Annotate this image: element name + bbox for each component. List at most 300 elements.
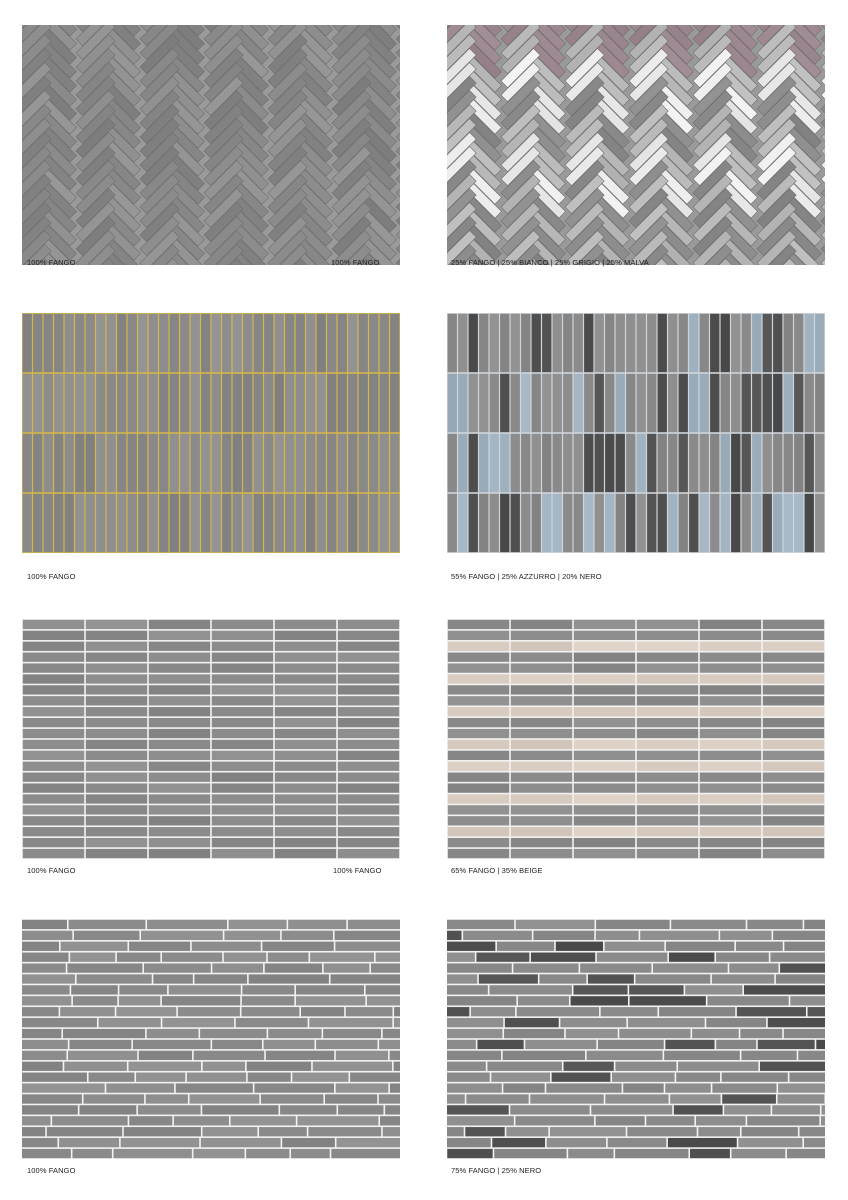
running-bond-tile bbox=[379, 1094, 400, 1103]
vertical-tile bbox=[563, 434, 572, 492]
vertical-tile bbox=[348, 374, 357, 432]
running-bond-tile bbox=[546, 1083, 621, 1092]
vertical-tile bbox=[584, 314, 593, 372]
vertical-tile bbox=[44, 494, 53, 552]
horizontal-tile bbox=[700, 718, 761, 727]
vertical-tile bbox=[180, 434, 189, 492]
tile-pattern-herringbone-fango bbox=[22, 25, 400, 265]
running-bond-tile bbox=[22, 1029, 61, 1038]
vertical-tile bbox=[752, 434, 761, 492]
running-bond-tile bbox=[296, 985, 364, 994]
vertical-tile bbox=[285, 314, 294, 372]
horizontal-tile bbox=[574, 816, 635, 825]
horizontal-tile bbox=[23, 653, 84, 662]
running-bond-tile bbox=[141, 931, 223, 940]
horizontal-tile bbox=[700, 653, 761, 662]
horizontal-tile bbox=[511, 751, 572, 760]
vertical-tile bbox=[647, 374, 656, 432]
vertical-tile bbox=[511, 434, 520, 492]
vertical-tile bbox=[469, 434, 478, 492]
running-bond-tile bbox=[22, 1073, 87, 1082]
running-bond-tile bbox=[394, 1062, 400, 1071]
vertical-tile bbox=[752, 374, 761, 432]
vertical-tile bbox=[159, 314, 168, 372]
horizontal-tile bbox=[574, 729, 635, 738]
vertical-tile bbox=[212, 374, 221, 432]
vertical-tile bbox=[679, 314, 688, 372]
running-bond-tile bbox=[489, 985, 571, 994]
horizontal-tile bbox=[23, 773, 84, 782]
horizontal-tile bbox=[212, 838, 273, 847]
running-bond-tile bbox=[479, 974, 538, 983]
vertical-tile bbox=[128, 374, 137, 432]
running-bond-tile bbox=[640, 931, 718, 940]
horizontal-tile bbox=[338, 838, 399, 847]
running-bond-tile bbox=[176, 1083, 253, 1092]
horizontal-tile bbox=[275, 663, 336, 672]
running-bond-tile bbox=[190, 1094, 260, 1103]
vertical-tile bbox=[75, 434, 84, 492]
horizontal-tile bbox=[448, 827, 509, 836]
running-bond-tile bbox=[52, 1116, 128, 1125]
running-bond-tile bbox=[310, 953, 374, 962]
horizontal-tile bbox=[763, 707, 824, 716]
horizontal-tile bbox=[700, 729, 761, 738]
horizontal-tile bbox=[763, 838, 824, 847]
horizontal-tile bbox=[511, 631, 572, 640]
vertical-tile bbox=[574, 434, 583, 492]
vertical-tile bbox=[23, 374, 32, 432]
vertical-tile bbox=[532, 434, 541, 492]
horizontal-tile bbox=[275, 783, 336, 792]
running-bond-tile bbox=[229, 920, 287, 929]
vertical-tile bbox=[96, 434, 105, 492]
vertical-tile bbox=[86, 434, 95, 492]
vertical-tile bbox=[306, 314, 315, 372]
running-bond-tile bbox=[800, 1127, 825, 1136]
running-bond-tile bbox=[187, 1073, 246, 1082]
running-bond-tile bbox=[671, 920, 745, 929]
vertical-tile bbox=[689, 494, 698, 552]
vertical-tile bbox=[647, 314, 656, 372]
horizontal-tile bbox=[574, 718, 635, 727]
horizontal-tile bbox=[86, 751, 147, 760]
horizontal-tile bbox=[511, 838, 572, 847]
running-bond-tile bbox=[133, 1040, 211, 1049]
running-bond-tile bbox=[162, 996, 240, 1005]
vertical-tile bbox=[458, 314, 467, 372]
horizontal-tile bbox=[511, 816, 572, 825]
vertical-tile bbox=[542, 494, 551, 552]
vertical-tile bbox=[170, 494, 179, 552]
vertical-tile bbox=[752, 314, 761, 372]
running-bond-tile bbox=[628, 1018, 705, 1027]
running-bond-tile bbox=[447, 1138, 491, 1147]
vertical-tile bbox=[658, 434, 667, 492]
horizontal-tile bbox=[275, 707, 336, 716]
running-bond-tile bbox=[313, 1062, 392, 1071]
running-bond-tile bbox=[531, 953, 595, 962]
running-bond-tile bbox=[203, 1062, 245, 1071]
running-bond-tile bbox=[246, 1149, 289, 1158]
vertical-tile bbox=[490, 314, 499, 372]
horizontal-tile bbox=[275, 773, 336, 782]
vertical-tile bbox=[458, 434, 467, 492]
horizontal-tile bbox=[338, 794, 399, 803]
horizontal-tile bbox=[700, 663, 761, 672]
horizontal-tile bbox=[574, 805, 635, 814]
vertical-tile bbox=[521, 434, 530, 492]
horizontal-tile bbox=[637, 827, 698, 836]
running-bond-tile bbox=[447, 1018, 503, 1027]
horizontal-tile bbox=[700, 751, 761, 760]
running-bond-tile bbox=[808, 1007, 825, 1016]
running-bond-tile bbox=[242, 1007, 300, 1016]
running-bond-tile bbox=[503, 1083, 544, 1092]
horizontal-tile bbox=[574, 849, 635, 858]
running-bond-tile bbox=[68, 1051, 137, 1060]
horizontal-tile bbox=[511, 805, 572, 814]
horizontal-tile bbox=[86, 653, 147, 662]
running-bond-tile bbox=[556, 942, 603, 951]
running-bond-tile bbox=[383, 1029, 400, 1038]
horizontal-tile bbox=[275, 620, 336, 629]
vertical-tile bbox=[605, 374, 614, 432]
horizontal-tile bbox=[511, 653, 572, 662]
running-bond-tile bbox=[724, 1105, 770, 1114]
running-bond-tile bbox=[605, 1094, 668, 1103]
vertical-tile bbox=[490, 434, 499, 492]
running-bond-tile bbox=[72, 1149, 111, 1158]
horizontal-tile bbox=[23, 740, 84, 749]
vertical-tile bbox=[773, 314, 782, 372]
horizontal-tile bbox=[275, 762, 336, 771]
vertical-tile bbox=[679, 494, 688, 552]
horizontal-tile bbox=[574, 674, 635, 683]
horizontal-tile bbox=[149, 740, 210, 749]
vertical-tile bbox=[317, 494, 326, 552]
horizontal-tile bbox=[275, 718, 336, 727]
running-bond-tile bbox=[119, 985, 167, 994]
horizontal-tile bbox=[212, 794, 273, 803]
running-bond-tile bbox=[447, 974, 477, 983]
vertical-tile bbox=[521, 374, 530, 432]
running-bond-tile bbox=[571, 996, 628, 1005]
vertical-tile bbox=[689, 374, 698, 432]
vertical-tile bbox=[380, 494, 389, 552]
horizontal-tile bbox=[511, 740, 572, 749]
running-bond-tile bbox=[770, 953, 825, 962]
running-bond-tile bbox=[547, 1138, 606, 1147]
running-bond-tile bbox=[336, 1083, 389, 1092]
vertical-tile bbox=[180, 494, 189, 552]
vertical-tile bbox=[616, 314, 625, 372]
running-bond-tile bbox=[678, 1062, 758, 1071]
vertical-tile bbox=[201, 314, 210, 372]
horizontal-tile bbox=[23, 631, 84, 640]
horizontal-tile bbox=[574, 642, 635, 651]
vertical-tile bbox=[296, 434, 305, 492]
horizontal-tile bbox=[637, 794, 698, 803]
horizontal-tile bbox=[86, 707, 147, 716]
horizontal-tile bbox=[637, 849, 698, 858]
vertical-tile bbox=[138, 434, 147, 492]
horizontal-tile bbox=[700, 762, 761, 771]
horizontal-tile bbox=[338, 762, 399, 771]
running-bond-tile bbox=[193, 1149, 244, 1158]
running-bond-tile bbox=[784, 1029, 825, 1038]
vertical-tile bbox=[23, 494, 32, 552]
vertical-tile bbox=[65, 434, 74, 492]
running-bond-tile bbox=[106, 1083, 174, 1092]
running-bond-tile bbox=[630, 996, 706, 1005]
running-bond-tile bbox=[69, 1040, 131, 1049]
tile-panel-3 bbox=[22, 313, 400, 553]
horizontal-tile bbox=[149, 729, 210, 738]
horizontal-tile bbox=[23, 620, 84, 629]
vertical-tile bbox=[815, 314, 824, 372]
running-bond-tile bbox=[169, 985, 241, 994]
horizontal-tile bbox=[637, 685, 698, 694]
horizontal-tile bbox=[212, 642, 273, 651]
running-bond-tile bbox=[254, 1083, 334, 1092]
running-bond-tile bbox=[758, 1040, 815, 1049]
running-bond-tile bbox=[162, 953, 222, 962]
running-bond-tile bbox=[146, 1094, 188, 1103]
vertical-tile bbox=[275, 434, 284, 492]
vertical-tile bbox=[128, 314, 137, 372]
running-bond-tile bbox=[737, 1007, 806, 1016]
running-bond-tile bbox=[336, 1138, 400, 1147]
running-bond-tile bbox=[447, 963, 512, 972]
horizontal-tile bbox=[23, 718, 84, 727]
running-bond-tile bbox=[477, 1040, 523, 1049]
vertical-tile bbox=[626, 434, 635, 492]
vertical-tile bbox=[574, 374, 583, 432]
running-bond-tile bbox=[608, 1138, 667, 1147]
vertical-tile bbox=[563, 494, 572, 552]
vertical-tile bbox=[327, 374, 336, 432]
running-bond-tile bbox=[379, 1040, 400, 1049]
vertical-tile bbox=[721, 434, 730, 492]
vertical-tile bbox=[222, 434, 231, 492]
running-bond-tile bbox=[22, 1062, 63, 1071]
horizontal-tile bbox=[212, 805, 273, 814]
horizontal-tile bbox=[637, 816, 698, 825]
vertical-tile bbox=[117, 494, 126, 552]
running-bond-tile bbox=[706, 1018, 766, 1027]
vertical-tile bbox=[96, 494, 105, 552]
horizontal-tile bbox=[86, 696, 147, 705]
running-bond-tile bbox=[22, 1105, 78, 1114]
running-bond-tile bbox=[447, 1051, 501, 1060]
vertical-tile bbox=[191, 494, 200, 552]
running-bond-tile bbox=[447, 942, 495, 951]
vertical-tile bbox=[710, 374, 719, 432]
horizontal-tile bbox=[212, 696, 273, 705]
running-bond-tile bbox=[129, 942, 190, 951]
vertical-tile bbox=[721, 374, 730, 432]
running-bond-tile bbox=[70, 953, 115, 962]
running-bond-tile bbox=[153, 974, 192, 983]
vertical-tile bbox=[521, 314, 530, 372]
vertical-tile bbox=[479, 374, 488, 432]
running-bond-tile bbox=[804, 920, 825, 929]
running-bond-tile bbox=[262, 942, 333, 951]
vertical-tile bbox=[338, 434, 347, 492]
vertical-tile bbox=[33, 494, 42, 552]
running-bond-tile bbox=[566, 1029, 618, 1038]
vertical-tile bbox=[54, 494, 63, 552]
vertical-tile bbox=[180, 314, 189, 372]
running-bond-tile bbox=[282, 1138, 335, 1147]
horizontal-tile bbox=[574, 653, 635, 662]
running-bond-tile bbox=[787, 1149, 825, 1158]
running-bond-tile bbox=[669, 953, 714, 962]
vertical-tile bbox=[658, 314, 667, 372]
tile-panel-7 bbox=[22, 919, 400, 1159]
horizontal-tile bbox=[763, 762, 824, 771]
running-bond-tile bbox=[666, 942, 734, 951]
vertical-tile bbox=[128, 494, 137, 552]
vertical-tile bbox=[679, 434, 688, 492]
vertical-tile bbox=[222, 374, 231, 432]
horizontal-tile bbox=[338, 631, 399, 640]
running-bond-tile bbox=[690, 1149, 730, 1158]
vertical-tile bbox=[742, 434, 751, 492]
vertical-tile bbox=[637, 314, 646, 372]
horizontal-tile bbox=[448, 653, 509, 662]
horizontal-tile bbox=[23, 783, 84, 792]
running-bond-tile bbox=[60, 1007, 115, 1016]
vertical-tile bbox=[784, 434, 793, 492]
vertical-tile bbox=[763, 314, 772, 372]
horizontal-tile bbox=[763, 751, 824, 760]
running-bond-tile bbox=[447, 1007, 469, 1016]
vertical-tile bbox=[458, 494, 467, 552]
horizontal-tile bbox=[86, 620, 147, 629]
horizontal-tile bbox=[275, 653, 336, 662]
horizontal-tile bbox=[275, 827, 336, 836]
horizontal-tile bbox=[763, 827, 824, 836]
running-bond-tile bbox=[380, 1116, 400, 1125]
horizontal-tile bbox=[338, 653, 399, 662]
running-bond-tile bbox=[816, 1040, 825, 1049]
horizontal-tile bbox=[275, 838, 336, 847]
horizontal-tile bbox=[448, 663, 509, 672]
running-bond-tile bbox=[665, 1040, 714, 1049]
horizontal-tile bbox=[212, 751, 273, 760]
vertical-tile bbox=[574, 494, 583, 552]
running-bond-tile bbox=[506, 1127, 548, 1136]
vertical-tile bbox=[721, 494, 730, 552]
running-bond-tile bbox=[194, 1051, 265, 1060]
vertical-tile bbox=[794, 374, 803, 432]
running-bond-tile bbox=[491, 1073, 550, 1082]
vertical-tile bbox=[458, 374, 467, 432]
horizontal-tile bbox=[700, 696, 761, 705]
panel-5-caption-right: 100% FANGO bbox=[333, 866, 382, 875]
horizontal-tile bbox=[212, 783, 273, 792]
vertical-tile bbox=[668, 434, 677, 492]
horizontal-tile bbox=[338, 783, 399, 792]
vertical-tile bbox=[170, 434, 179, 492]
vertical-tile bbox=[448, 314, 457, 372]
running-bond-tile bbox=[22, 1138, 57, 1147]
horizontal-tile bbox=[700, 816, 761, 825]
vertical-tile bbox=[33, 374, 42, 432]
vertical-tile bbox=[317, 374, 326, 432]
running-bond-tile bbox=[670, 1094, 720, 1103]
vertical-tile bbox=[448, 434, 457, 492]
vertical-tile bbox=[521, 494, 530, 552]
running-bond-tile bbox=[530, 1094, 603, 1103]
horizontal-tile bbox=[338, 773, 399, 782]
running-bond-tile bbox=[247, 1062, 311, 1071]
running-bond-tile bbox=[282, 931, 333, 940]
running-bond-tile bbox=[22, 1127, 45, 1136]
vertical-tile bbox=[212, 494, 221, 552]
horizontal-tile bbox=[149, 718, 210, 727]
horizontal-tile bbox=[763, 663, 824, 672]
vertical-tile bbox=[815, 494, 824, 552]
horizontal-tile bbox=[275, 805, 336, 814]
vertical-tile bbox=[595, 374, 604, 432]
running-bond-tile bbox=[139, 1051, 192, 1060]
running-bond-tile bbox=[722, 1094, 776, 1103]
running-bond-tile bbox=[383, 1127, 400, 1136]
running-bond-tile bbox=[212, 1040, 262, 1049]
running-bond-tile bbox=[201, 1138, 281, 1147]
horizontal-tile bbox=[448, 631, 509, 640]
running-bond-tile bbox=[615, 1149, 688, 1158]
horizontal-tile bbox=[763, 783, 824, 792]
horizontal-tile bbox=[700, 773, 761, 782]
horizontal-tile bbox=[763, 773, 824, 782]
horizontal-tile bbox=[212, 674, 273, 683]
vertical-tile bbox=[96, 374, 105, 432]
horizontal-tile bbox=[212, 740, 273, 749]
running-bond-tile bbox=[744, 985, 825, 994]
vertical-tile bbox=[348, 314, 357, 372]
running-bond-tile bbox=[22, 920, 67, 929]
running-bond-tile bbox=[619, 1029, 690, 1038]
tile-panel-1 bbox=[22, 25, 400, 265]
horizontal-tile bbox=[149, 653, 210, 662]
horizontal-tile bbox=[763, 642, 824, 651]
running-bond-tile bbox=[192, 942, 261, 951]
horizontal-tile bbox=[511, 674, 572, 683]
horizontal-tile bbox=[637, 805, 698, 814]
vertical-tile bbox=[731, 434, 740, 492]
panel-1-caption-left: 100% FANGO bbox=[27, 258, 76, 267]
horizontal-tile bbox=[700, 685, 761, 694]
horizontal-tile bbox=[763, 794, 824, 803]
vertical-tile bbox=[616, 434, 625, 492]
vertical-tile bbox=[233, 374, 242, 432]
vertical-tile bbox=[201, 374, 210, 432]
running-bond-tile bbox=[224, 953, 266, 962]
vertical-tile bbox=[359, 494, 368, 552]
vertical-tile bbox=[668, 494, 677, 552]
vertical-tile bbox=[117, 314, 126, 372]
running-bond-tile bbox=[117, 953, 161, 962]
running-bond-tile bbox=[71, 985, 118, 994]
running-bond-tile bbox=[249, 974, 329, 983]
horizontal-tile bbox=[448, 805, 509, 814]
running-bond-tile bbox=[22, 963, 66, 972]
tile-pattern-herringbone-mix bbox=[447, 25, 825, 265]
